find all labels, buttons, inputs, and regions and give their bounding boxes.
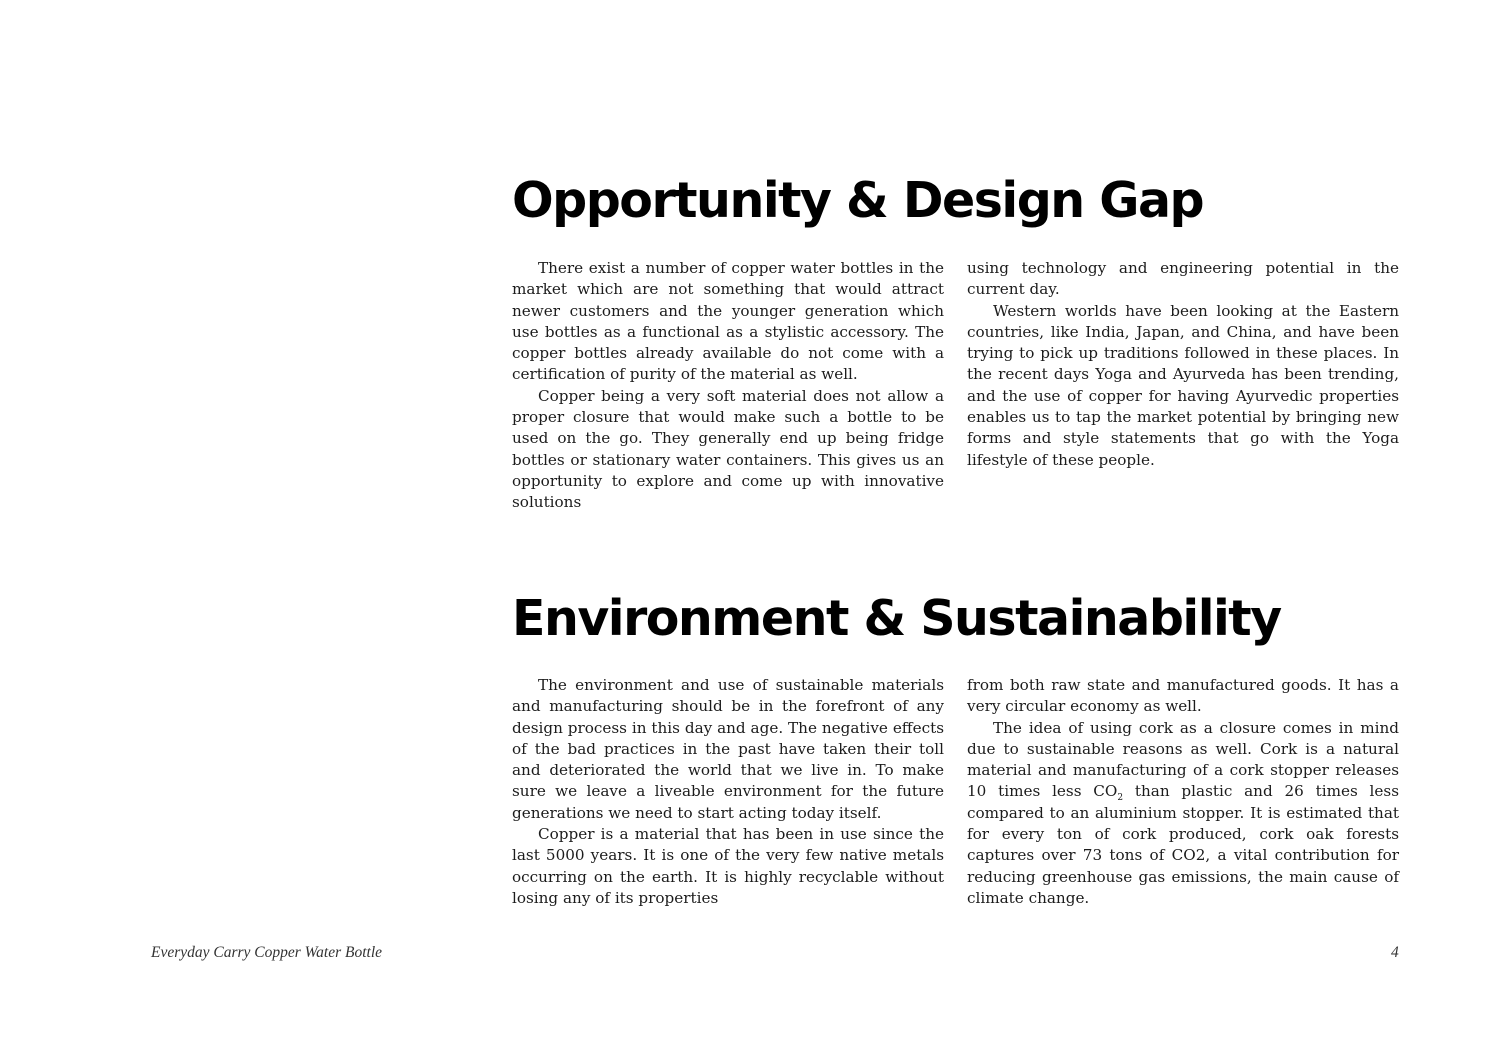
- environment-right-column: [967, 675, 1399, 909]
- opportunity-right-column: [967, 258, 1399, 514]
- paragraph: There exist a number of copper water bottles in the market which are not something that would attract newer customers and the younger generation which use bottles as a functional as a stylistic accessory. The copper bottles already available do not come with a certification of purity of the material as well.: [512, 259, 944, 384]
- paragraph: The environment and use of sustainable materials and manufacturing should be in the forefront of any design process in this day and age. The negative effects of the bad practices in the past have taken their toll and deteriorated the world that we live in. To make sure we leave a liveable environment for the future generations we need to start acting today itself.: [512, 676, 944, 822]
- environment-body: [512, 675, 1399, 909]
- cork-text-after: than plastic and 26 times less compared to an aluminium stopper. It is estimated that for every ton of cork produced, cork oak forests captures over 73 tons of CO2, a vital contribution for reducing greenhouse gas emissions, the main cause of climate change.: [967, 782, 1399, 907]
- paragraph-continuation: using technology and engineering potential in the current day.: [967, 259, 1399, 299]
- paragraph: Western worlds have been looking at the Eastern countries, like India, Japan, and China, and have been trying to pick up traditions followed in these places. In the recent days Yoga and Ayurveda has been trending, and the use of copper for having Ayurvedic properties enables us to tap the market potential by bringing new forms and style statements that go with the Yoga lifestyle of these people.: [967, 301, 1399, 469]
- cork-paragraph: [967, 718, 1399, 910]
- paragraph-continuation: from both raw state and manufactured goods. It has a very circular economy as well.: [967, 676, 1399, 716]
- cork-text-before: The idea of using cork as a closure comes in mind due to sustainable reasons as well. Cork is a natural material and manufacturing of a cork stopper releases 10 times less CO: [967, 718, 1399, 801]
- opportunity-body: [512, 258, 1399, 514]
- section-title-opportunity: Opportunity & Design Gap: [512, 172, 1204, 229]
- section-title-environment: Environment & Sustainability: [512, 590, 1281, 647]
- paragraph: Copper being a very soft material does not allow a proper closure that would make such a bottle to be used on the go. They generally end up being fridge bottles or stationary water containers. This gives us an opportunity to explore and come up with innovative solutions: [512, 386, 944, 512]
- environment-left-column: [512, 675, 944, 909]
- page-number: 4: [1391, 944, 1399, 961]
- footer-document-title: Everyday Carry Copper Water Bottle: [151, 944, 383, 961]
- paragraph: Copper is a material that has been in use since the last 5000 years. It is one of the very few native metals occurring on the earth. It is highly recyclable without losing any of its properties: [512, 825, 944, 907]
- opportunity-left-column: [512, 258, 944, 514]
- co2-subscript: 2: [1117, 793, 1124, 804]
